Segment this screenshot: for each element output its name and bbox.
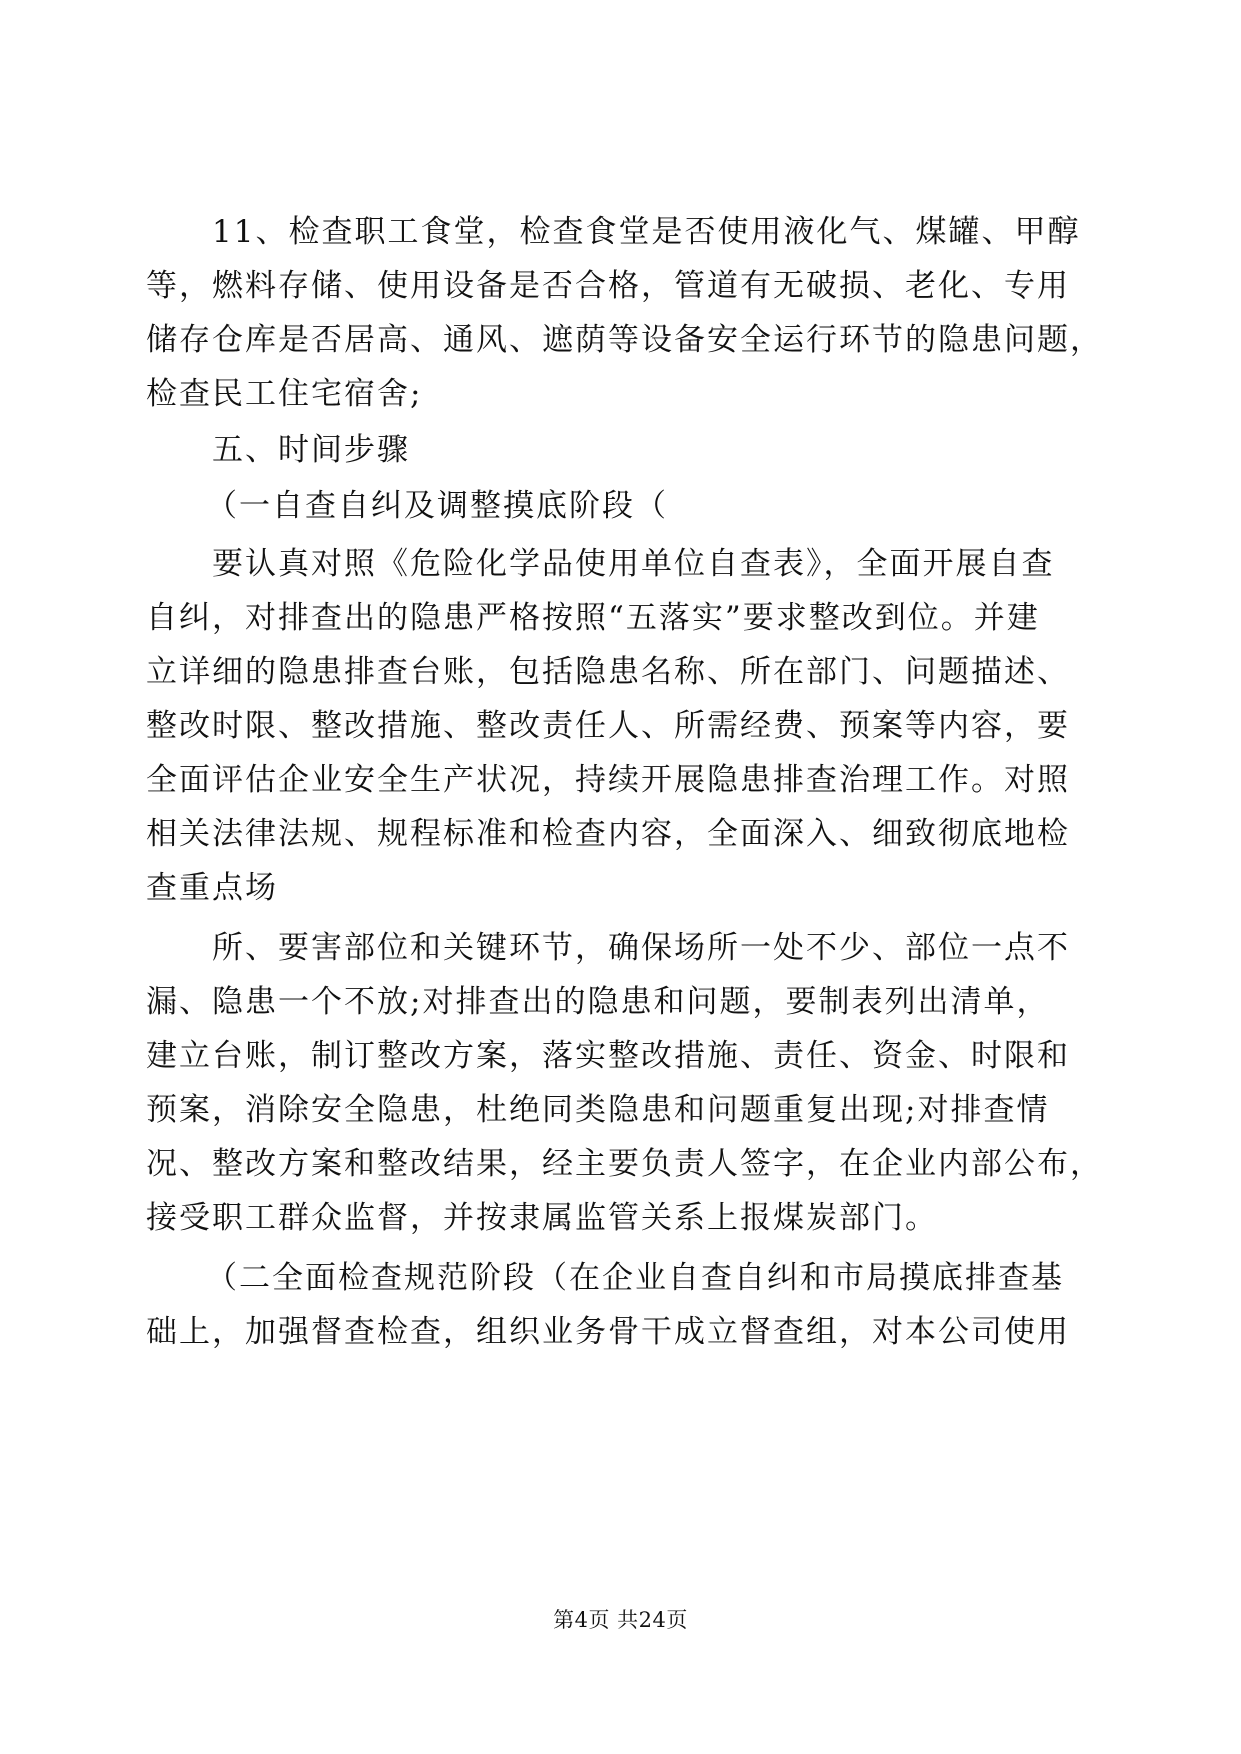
text-line: 整改时限、整改措施、整改责任人、所需经费、预案等内容，要: [146, 708, 1070, 744]
text-line: 立详细的隐患排查台账，包括隐患名称、所在部门、问题描述、: [146, 654, 1070, 690]
text-line: 要认真对照《危险化学品使用单位自查表》，全面开展自查: [212, 546, 1055, 582]
text-line: 等，燃料存储、使用设备是否合格，管道有无破损、老化、专用: [146, 268, 1070, 304]
subsection-heading: （一自查自纠及调整摸底阶段（: [206, 488, 668, 524]
page-number-footer: 第4页 共24页: [553, 1608, 688, 1632]
text-line: 所、要害部位和关键环节，确保场所一处不少、部位一点不: [212, 930, 1070, 966]
text-line: 储存仓库是否居高、通风、遮荫等设备安全运行环节的隐患问题，: [146, 322, 1103, 358]
text-line: 相关法律法规、规程标准和检查内容，全面深入、细致彻底地检: [146, 816, 1070, 852]
text-line: 全面评估企业安全生产状况，持续开展隐患排查治理工作。对照: [146, 762, 1070, 798]
text-line: 预案，消除安全隐患，杜绝同类隐患和问题重复出现;对排查情: [146, 1092, 1050, 1128]
text-line: 况、整改方案和整改结果，经主要负责人签字，在企业内部公布，: [146, 1146, 1103, 1182]
subsection-heading: （二全面检查规范阶段（在企业自查自纠和市局摸底排查基: [206, 1260, 1064, 1296]
text-line: 漏、隐患一个不放;对排查出的隐患和问题，要制表列出清单，: [146, 984, 1050, 1020]
text-line: 自纠，对排查出的隐患严格按照“五落实”要求整改到位。并建: [146, 600, 1040, 636]
text-line: 查重点场: [146, 870, 278, 906]
text-line: 础上，加强督查检查，组织业务骨干成立督查组，对本公司使用: [146, 1314, 1070, 1350]
text-line: 11、检查职工食堂，检查食堂是否使用液化气、煤罐、甲醇: [212, 214, 1081, 250]
text-line: 检查民工住宅宿舍;: [146, 376, 423, 412]
text-line: 建立台账，制订整改方案，落实整改措施、责任、资金、时限和: [146, 1038, 1070, 1074]
text-line: 接受职工群众监督，并按隶属监管关系上报煤炭部门。: [146, 1200, 938, 1236]
section-heading: 五、时间步骤: [212, 432, 410, 468]
